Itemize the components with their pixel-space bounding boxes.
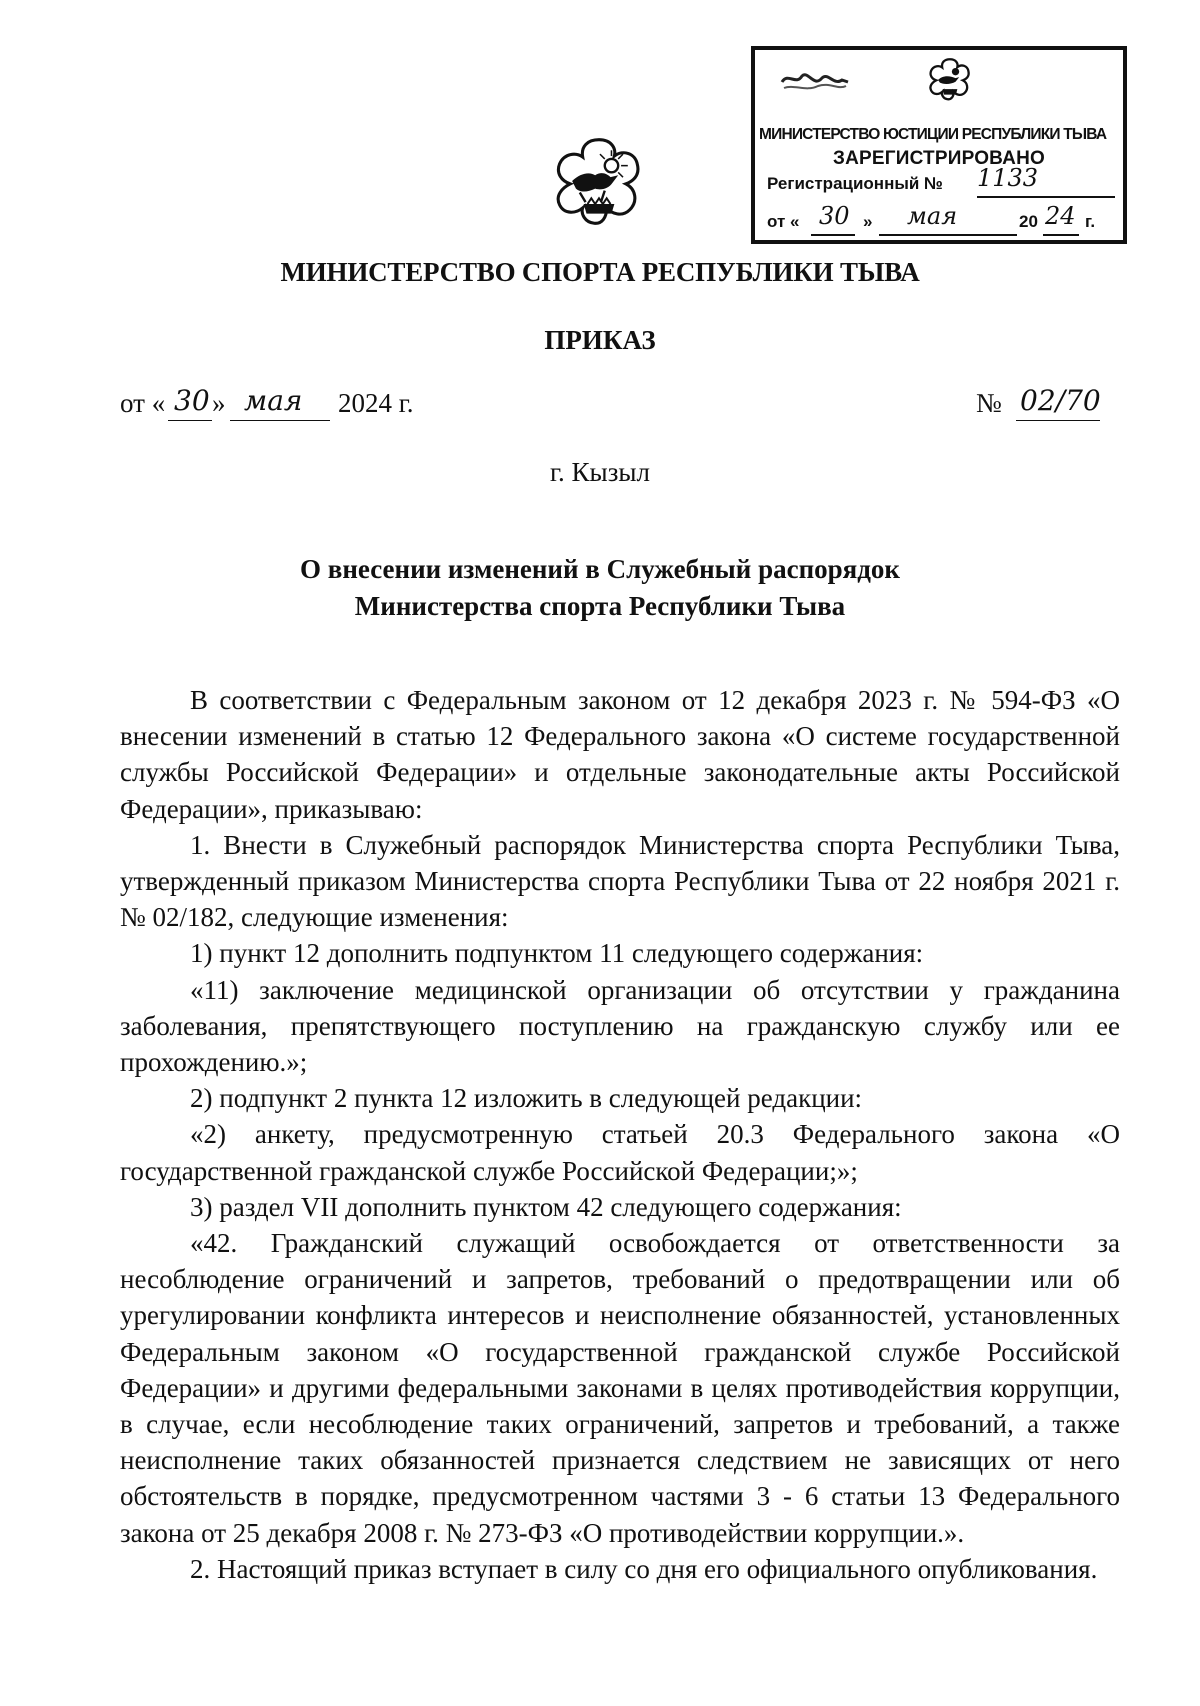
- paragraph: «42. Гражданский служащий освобождается от ответственности за несоблюдение ограничений и запретов, требований о предотвращении или об урегулировании конфликта интересов и неисполнение обязанностей, установленных Федеральным законом «О государственной гражданской службе Российской Федерации» и другими федеральными законами в целях противодействия коррупции, в случае, если несоблюдение таких ограничений, запретов и требований, а также неисполнение таких обязанностей признается следствием не зависящих от него обстоятельств в порядке, предусмотренном частями 3 - 6 статьи 13 Федерального закона от 25 декабря 2008 г. № 273-ФЗ «О противодействии коррупции.».: [120, 1228, 1120, 1548]
- date-mid: »: [212, 388, 226, 418]
- paragraph: 2) подпункт 2 пункта 12 изложить в следующей редакции:: [190, 1083, 863, 1114]
- stamp-date-mid: »: [863, 212, 873, 231]
- stamp-smudge: [780, 68, 850, 94]
- paragraph: 1) пункт 12 дополнить подпунктом 11 следующего содержания:: [190, 938, 924, 969]
- ministry-heading: МИНИСТЕРСТВО СПОРТА РЕСПУБЛИКИ ТЫВА: [280, 257, 920, 287]
- paragraph: 1. Внести в Служебный распорядок Министерства спорта Республики Тыва, утвержденный приказом Министерства спорта Республики Тыва от 22 ноября 2021 г. № 02/182, следующие изменения:: [120, 829, 1120, 933]
- city: г. Кызыл: [550, 457, 650, 487]
- paragraph: 3) раздел VII дополнить пунктом 42 следующего содержания:: [190, 1191, 902, 1222]
- stamp-date-prefix: от «: [767, 212, 800, 231]
- date-year: 2024 г.: [338, 388, 414, 418]
- stamp-date-year-suffix: 24: [1045, 202, 1076, 230]
- stamp-day-underline: [811, 234, 855, 236]
- document-title: [0, 551, 1200, 625]
- stamp-registered: ЗАРЕГИСТРИРОВАНО: [833, 148, 1045, 169]
- stamp-date-end: г.: [1085, 212, 1096, 231]
- stamp-date-day: 30: [819, 202, 850, 230]
- stamp-year-underline: [1043, 234, 1079, 236]
- registration-stamp: [751, 46, 1127, 244]
- tuva-emblem-icon: [551, 133, 647, 229]
- date-month: мая: [244, 384, 303, 417]
- number-label: №: [976, 388, 1002, 418]
- number-underline: [1016, 420, 1100, 421]
- stamp-ministry: МИНИСТЕРСТВО ЮСТИЦИИ РЕСПУБЛИКИ ТЫВА: [759, 126, 1107, 143]
- stamp-reg-label: Регистрационный №: [767, 174, 943, 193]
- document-body: [120, 682, 1120, 1587]
- date-prefix: от «: [120, 388, 166, 418]
- paragraph: «11) заключение медицинской организации об отсутствии у гражданина заболевания, препятствующего поступлению на гражданскую службу или ее прохождению.»;: [120, 974, 1120, 1078]
- paragraph: В соответствии с Федеральным законом от 12 декабря 2023 г. № 594-ФЗ «О внесении изменений в статью 12 Федерального закона «О системе государственной службы Российской Федерации» и отдельные законодательные акты Российской Федерации», приказываю:: [120, 685, 1120, 824]
- stamp-underline: [977, 196, 1115, 198]
- number-value: 02/70: [1020, 384, 1101, 417]
- stamp-date-month: мая: [907, 202, 958, 230]
- stamp-date-year-prefix: 20: [1019, 212, 1038, 231]
- title-line-1: О внесении изменений в Служебный распорядок: [300, 554, 900, 584]
- tuva-emblem-small-icon: [927, 56, 973, 102]
- stamp-month-underline: [879, 234, 1017, 236]
- stamp-date: [767, 202, 1119, 238]
- paragraph: 2. Настоящий приказ вступает в силу со дня его официального опубликования.: [190, 1553, 1098, 1584]
- order-heading: ПРИКАЗ: [544, 325, 656, 355]
- date-month-underline: [230, 420, 330, 421]
- title-line-2: Министерства спорта Республики Тыва: [354, 591, 846, 621]
- date-day: 30: [174, 384, 210, 417]
- stamp-reg-number: 1133: [977, 164, 1039, 192]
- date-day-underline: [168, 420, 212, 421]
- paragraph: «2) анкету, предусмотренную статьей 20.3 Федерального закона «О государственной гражданской службе Российской Федерации;»;: [120, 1119, 1120, 1186]
